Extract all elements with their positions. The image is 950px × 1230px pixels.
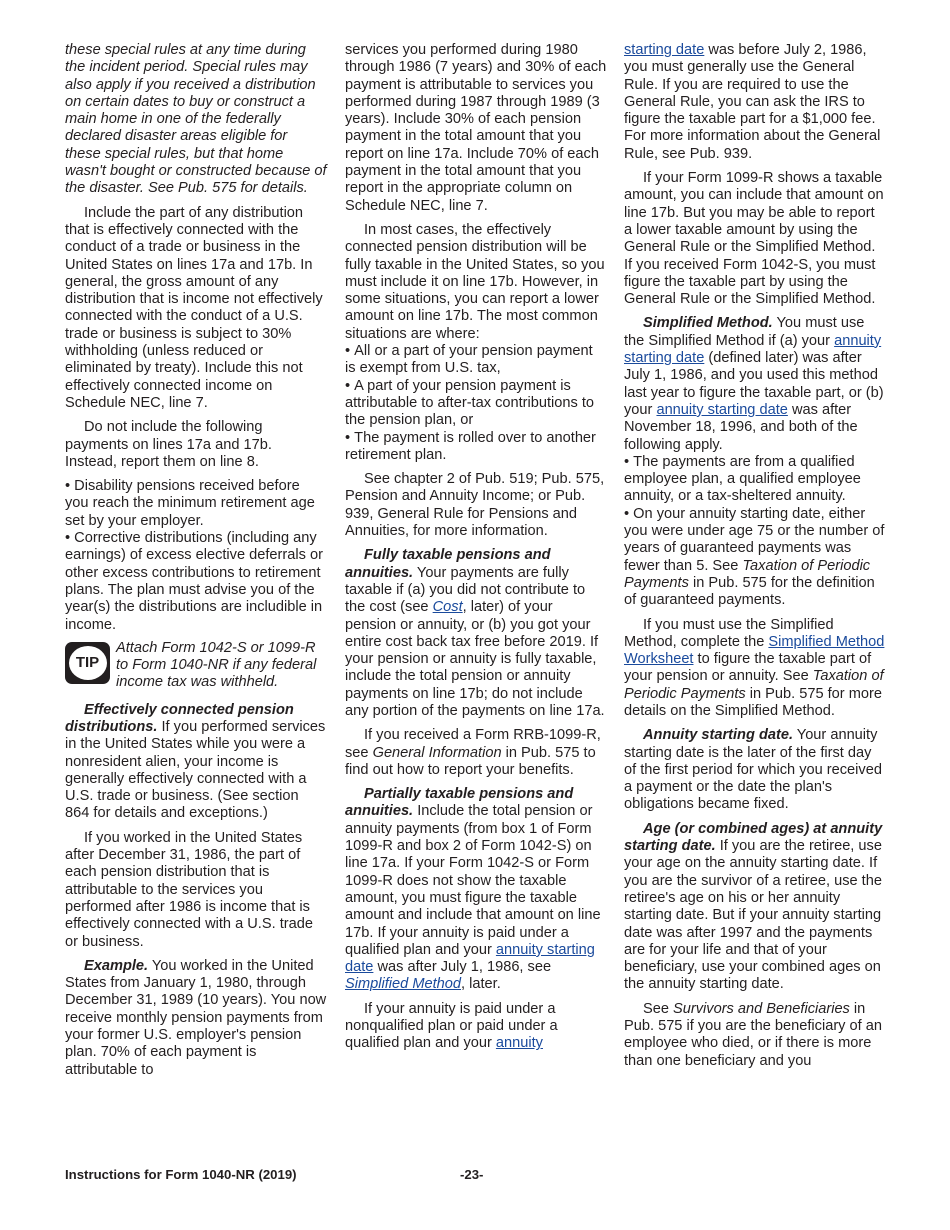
pub-reference: Taxation of Periodic Payments	[624, 557, 871, 591]
heading-text: You worked in the United States from January 1, 1980, through December 31, 1989 (10 years). You now receive monthly pension payments from your former U.S. employer's pension plan. 70% of each payment is attributable to	[65, 957, 327, 1078]
paragraph	[65, 958, 327, 1079]
section-heading: Partially taxable pensions and annuities.	[345, 786, 574, 820]
bullet-item: • All or a part of your pension payment is exempt from U.S. tax,	[345, 343, 607, 378]
simplified-method-link[interactable]: Simplified Method	[345, 976, 461, 993]
tip-box	[65, 640, 327, 692]
heading-text: , later.	[461, 976, 501, 993]
paragraph	[345, 786, 607, 994]
paragraph	[345, 727, 607, 779]
heading-text: Your annuity starting date is the later of the first day of the first period for which you received a payment or the date the plan's obligations became fixed.	[624, 727, 882, 813]
column-3	[624, 42, 886, 1077]
text: in Pub. 575 if you are the beneficiary of an employee who died, or if there is more than one beneficiary and you	[624, 1000, 882, 1069]
heading-text: was after November 18, 1996, and both of the following apply.	[624, 401, 858, 453]
heading-text: (defined later) was after July 1, 1986, and you used this method last year to figure the taxable part, or (b) your	[624, 350, 884, 418]
paragraph	[624, 42, 886, 163]
annuity-starting-date-link[interactable]: annuity starting date	[345, 941, 595, 976]
cost-link[interactable]: Cost	[432, 599, 463, 616]
paragraph	[65, 702, 327, 823]
paragraph	[624, 821, 886, 994]
paragraph: See chapter 2 of Pub. 519; Pub. 575, Pension and Annuity Income; or Pub. 939, General Rule for Pensions and Annuities, for more information.	[345, 471, 605, 540]
paragraph	[624, 1001, 886, 1070]
paragraph	[624, 727, 886, 813]
section-heading: Annuity starting date.	[643, 727, 793, 744]
text: If you must use the Simplified Method, complete the	[624, 616, 834, 650]
section-heading: Age (or combined ages) at annuity starting date.	[624, 820, 883, 855]
section-heading: Fully taxable pensions and annuities.	[345, 547, 551, 581]
page-number: -23-	[460, 1167, 484, 1182]
text: If you received a Form RRB-1099-R, see	[345, 727, 601, 761]
paragraph	[624, 315, 886, 453]
text: was before July 2, 1986, you must generally use the General Rule. If you are required to use the General Rule, you can ask the IRS to figure the taxable part for a $1,000 fee. For more information about the General Rule, see Pub. 939.	[624, 42, 881, 162]
tip-text: Attach Form 1042-S or 1099-R to Form 1040-NR if any federal income tax was withheld.	[116, 639, 317, 691]
bullet-item: • A part of your pension payment is attributable to after-tax contributions to the pension plan, or	[345, 378, 607, 430]
bullet-item: • Disability pensions received before you reach the minimum retirement age set by your employer.	[65, 478, 327, 530]
annuity-starting-date-link[interactable]: annuity starting date	[656, 401, 788, 418]
text: in Pub. 575 to find out how to report your benefits.	[345, 744, 596, 778]
annuity-starting-date-link[interactable]: annuity starting date	[624, 332, 882, 367]
text: in Pub. 575 for more details on the Simplified Method.	[624, 685, 882, 719]
section-heading: Effectively connected pension distributions.	[65, 701, 294, 735]
paragraph: Include the part of any distribution that is effectively connected with the conduct of a trade or business in the United States on lines 17a and 17b. In general, the gross amount of any distribution that is income not effectively connected with the conduct of a U.S. trade or business is subject to 30% withholding (unless reduced or eliminated by treaty). Include this not effectively connected income on Schedule NEC, line 7.	[65, 204, 323, 411]
heading-text: Your payments are fully taxable if (a) you did not contribute to the cost (see	[345, 564, 586, 616]
pub-reference: General Information	[372, 744, 502, 761]
text: If your annuity is paid under a nonqualified plan or paid under a qualified plan and your	[345, 1000, 558, 1052]
paragraph	[624, 617, 886, 721]
text: to figure the taxable part of your pension or annuity. See	[624, 651, 872, 685]
heading-text: You must use the Simplified Method if (a) your	[624, 315, 865, 349]
section-heading: Example.	[84, 957, 149, 974]
simplified-method-worksheet-link[interactable]: Simplified Method Worksheet	[624, 633, 885, 668]
tip-label: TIP	[69, 646, 107, 680]
annuity-starting-date-link[interactable]: annuity	[495, 1035, 543, 1052]
paragraph	[345, 1001, 607, 1053]
annuity-starting-date-link[interactable]: starting date	[624, 42, 705, 58]
bullet-item	[624, 506, 886, 610]
pub-reference: Taxation of Periodic Payments	[624, 668, 884, 702]
heading-text: was after July 1, 1986, see	[377, 959, 552, 976]
text: in Pub. 575 for the definition of guaranteed payments.	[624, 574, 875, 609]
footer-form-title: Instructions for Form 1040-NR (2019)	[65, 1167, 297, 1182]
heading-text: Include the total pension or annuity payments (from box 1 of Form 1099-R and box 2 of Form 1042-S) on line 17a. If your Form 1042-S or Form 1099-R does not show the taxable amount, you must figure the taxable amount and include that amount on line 17b. If your annuity is paid under a qualified plan and your	[345, 803, 601, 958]
column-2	[345, 42, 607, 1060]
paragraph: Do not include the following payments on lines 17a and 17b. Instead, report them on line 8.	[65, 419, 272, 470]
text: On your annuity starting date, either you were under age 75 or the number of years of guaranteed payments was fewer than 5. See	[624, 505, 885, 574]
column-1	[65, 42, 327, 1086]
pub-reference: Survivors and Beneficiaries	[673, 1000, 850, 1017]
heading-text: , later) of your pension or annuity, or (b) you got your entire cost back tax free before 2019. If your pension or annuity is fully taxable, include the total pension or annuity payments on line 17b; do not include any portion of the payments on line 17a.	[345, 599, 605, 719]
paragraph: If your Form 1099-R shows a taxable amount, you can include that amount on line 17b. But you may be able to report a lower taxable amount by using the General Rule or the Simplified Method. If you received Form 1042-S, you must figure the taxable part by using the General Rule or the Simplified Method.	[624, 170, 884, 308]
paragraph: services you performed during 1980 through 1986 (7 years) and 30% of each payment is attributable to services you performed during 1987 through 1989 (3 years). Include 30% of each pension payment in the total amount that you report on line 17a. Include 70% of each payment in the total amount that you report in the appropriate column on Schedule NEC, line 7.	[345, 42, 607, 214]
bullet-item: • The payment is rolled over to another retirement plan.	[345, 430, 607, 465]
bullet-item: • The payments are from a qualified employee plan, a qualified employee annuity, or a tax-sheltered annuity.	[624, 454, 886, 506]
paragraph: If you worked in the United States after December 31, 1986, the part of each pension distribution that is attributable to the services you performed after 1986 is income that is effectively connected with a U.S. trade or business.	[65, 829, 313, 950]
text: See	[643, 1000, 669, 1017]
heading-text: If you are the retiree, use your age on the annuity starting date. If you are the survivor of a retiree, use the retiree's age on his or her annuity starting date. But if your annuity starting date was after 1997 and the payments are for your life and that of your beneficiary, use your combined ages on the annuity starting date.	[624, 838, 882, 993]
tip-icon	[65, 642, 110, 684]
heading-text: If you performed services in the United States while you were a nonresident alien, your income is generally effectively connected with a U.S. trade or business. (See section 864 for details and exceptions.)	[65, 718, 326, 822]
paragraph: these special rules at any time during the incident period. Special rules may also apply if you received a distribution on certain dates to buy or construct a main home in one of the federally declared disaster areas eligible for these special rules, but that home wasn't bought or constructed because of the disaster. See Pub. 575 for details.	[65, 42, 327, 197]
paragraph	[345, 547, 607, 720]
bullet-item: • Corrective distributions (including any earnings) of excess elective deferrals or other excess contributions to retirement plans. The plan must advise you of the year(s) the distributions are includible in income.	[65, 530, 327, 634]
section-heading: Simplified Method.	[643, 315, 773, 332]
paragraph: In most cases, the effectively connected pension distribution will be fully taxable in the United States, so you must include it on line 17b. However, in some situations, you can report a lower amount on line 17b. The most common situations are where:	[345, 221, 605, 342]
